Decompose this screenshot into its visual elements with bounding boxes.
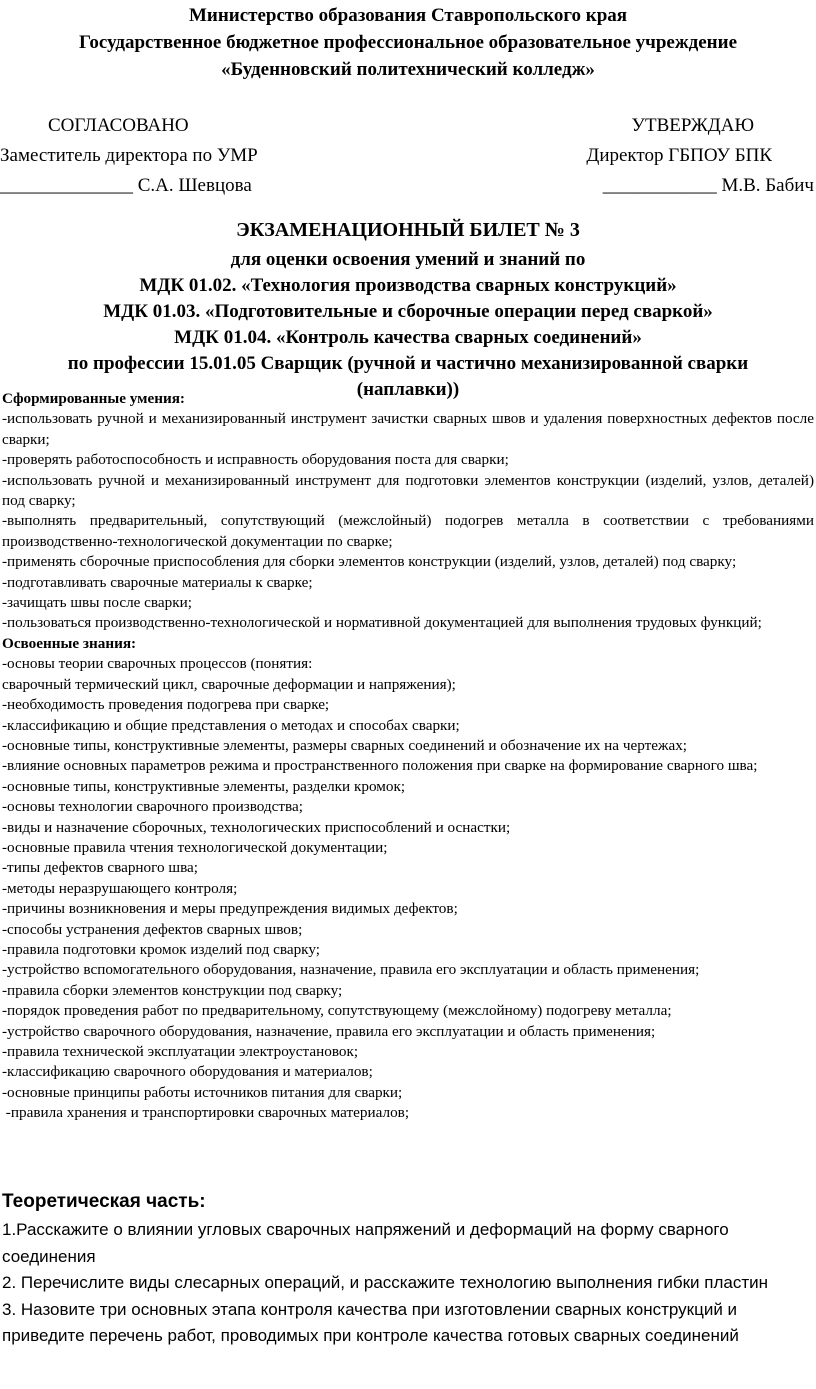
approved-heading: УТВЕРЖДАЮ xyxy=(631,115,754,136)
knowledge-item: -правила хранения и транспортировки сварочных материалов; xyxy=(2,1104,410,1122)
approval-approved-block xyxy=(586,111,814,201)
knowledge-item: -устройство сварочного оборудования, назначение, правила его эксплуатации и область применения; xyxy=(2,1022,656,1040)
skill-item: -выполнять предварительный, сопутствующий (межслойный) подогрев металла в соответствии с требованиями производственно-технологической документации по сварке; xyxy=(2,512,814,550)
profession-line-continuation: (наплавки)) xyxy=(356,379,460,400)
assessment-purpose-line: для оценки освоения умений и знаний по xyxy=(230,249,586,270)
module-line-01-03: МДК 01.03. «Подготовительные и сборочные операции перед сваркой» xyxy=(103,301,713,322)
theory-section xyxy=(2,1187,814,1350)
approval-agreed-block xyxy=(0,111,258,201)
ministry-line: Министерство образования Ставропольского края xyxy=(188,5,628,26)
ticket-title-block xyxy=(0,215,816,403)
knowledge-item: -необходимость проведения подогрева при сварке; xyxy=(2,696,330,714)
skill-item: -пользоваться производственно-технологической и нормативной документацией для выполнения трудовых функций; xyxy=(2,614,762,632)
knowledge-item: -способы устранения дефектов сварных швов; xyxy=(2,920,303,938)
knowledge-item: -основы технологии сварочного производства; xyxy=(2,798,303,816)
knowledge-item: сварочный термический цикл, сварочные деформации и напряжения); xyxy=(2,675,456,693)
institution-type-line: Государственное бюджетное профессиональное образовательное учреждение xyxy=(78,32,738,53)
competencies-section xyxy=(2,389,814,1124)
profession-line: по профессии 15.01.05 Сварщик (ручной и частично механизированной сварки xyxy=(67,353,749,374)
knowledge-item: -методы неразрушающего контроля; xyxy=(2,879,238,897)
knowledge-item: -причины возникновения и меры предупреждения видимых дефектов; xyxy=(2,900,458,918)
knowledge-item: -правила технической эксплуатации электроустановок; xyxy=(2,1043,359,1060)
knowledge-item: -правила сборки элементов конструкции под сварку; xyxy=(2,981,343,999)
college-name-line: «Буденновский политехнический колледж» xyxy=(221,59,595,80)
skill-item: -проверять работоспособность и исправность оборудования поста для сварки; xyxy=(2,451,509,469)
agreed-position: Заместитель директора по УМР xyxy=(0,145,258,166)
theory-question: 2. Перечислите виды слесарных операций, и расскажите технологию выполнения гибки пластин xyxy=(2,1273,769,1292)
knowledge-item: -основные типы, конструктивные элементы, разделки кромок; xyxy=(2,777,406,795)
agreed-signature: ______________ С.А. Шевцова xyxy=(0,175,252,196)
skill-item: -зачищать швы после сварки; xyxy=(2,594,192,612)
approved-signature: ____________ М.В. Бабич xyxy=(602,175,814,196)
theory-question: 3. Назовите три основных этапа контроля качества при изготовлении сварных конструкций и приведите перечень работ, проводимых при контроле качества готовых сварных соединений xyxy=(2,1299,739,1345)
knowledge-item: -типы дефектов сварного шва; xyxy=(2,859,198,877)
theory-heading: Теоретическая часть: xyxy=(2,1191,206,1212)
module-line-01-04: МДК 01.04. «Контроль качества сварных соединений» xyxy=(174,327,642,348)
theory-question: 1.Расскажите о влиянии угловых сварочных напряжений и деформаций на форму сварного соединения xyxy=(2,1220,729,1266)
knowledge-item: -порядок проведения работ по предварительному, сопутствующему (межслойному) подогреву металла; xyxy=(2,1002,672,1020)
knowledge-item: -правила подготовки кромок изделий под сварку; xyxy=(2,940,320,958)
skill-item: -использовать ручной и механизированный инструмент зачистки сварных швов и удаления поверхностных дефектов после сварки; xyxy=(2,410,814,448)
module-line-01-02: МДК 01.02. «Технология производства сварных конструкций» xyxy=(139,275,677,296)
knowledge-item: -классификацию и общие представления о методах и способах сварки; xyxy=(2,716,460,734)
knowledge-item: -основные принципы работы источников питания для сварки; xyxy=(2,1083,403,1101)
agreed-heading: СОГЛАСОВАНО xyxy=(48,115,189,136)
knowledge-heading: Освоенные знания: xyxy=(2,634,137,652)
organization-header xyxy=(0,2,816,83)
knowledge-item: -основные типы, конструктивные элементы, размеры сварных соединений и обозначение их на чертежах; xyxy=(2,736,688,754)
knowledge-item: -основы теории сварочных процессов (понятия: xyxy=(2,655,313,673)
knowledge-item: -основные правила чтения технологической документации; xyxy=(2,838,388,856)
knowledge-item: -влияние основных параметров режима и пространственного положения при сварке на формирование сварного шва; xyxy=(2,757,758,775)
skills-heading: Сформированные умения: xyxy=(2,390,185,407)
approved-position: Директор ГБПОУ БПК xyxy=(586,145,772,166)
ticket-title: ЭКЗАМЕНАЦИОННЫЙ БИЛЕТ № 3 xyxy=(236,219,580,241)
skill-item: -подготавливать сварочные материалы к сварке; xyxy=(2,573,313,591)
skill-item: -применять сборочные приспособления для сборки элементов конструкции (изделий, узлов, деталей) под сварку; xyxy=(2,553,737,571)
knowledge-item: -классификацию сварочного оборудования и материалов; xyxy=(2,1063,373,1081)
skill-item: -использовать ручной и механизированный инструмент для подготовки элементов конструкции (изделий, узлов, деталей) под сварку; xyxy=(2,471,814,510)
knowledge-item: -устройство вспомогательного оборудования, назначение, правила его эксплуатации и область применения; xyxy=(2,961,700,979)
knowledge-item: -виды и назначение сборочных, технологических приспособлений и оснастки; xyxy=(2,818,511,836)
